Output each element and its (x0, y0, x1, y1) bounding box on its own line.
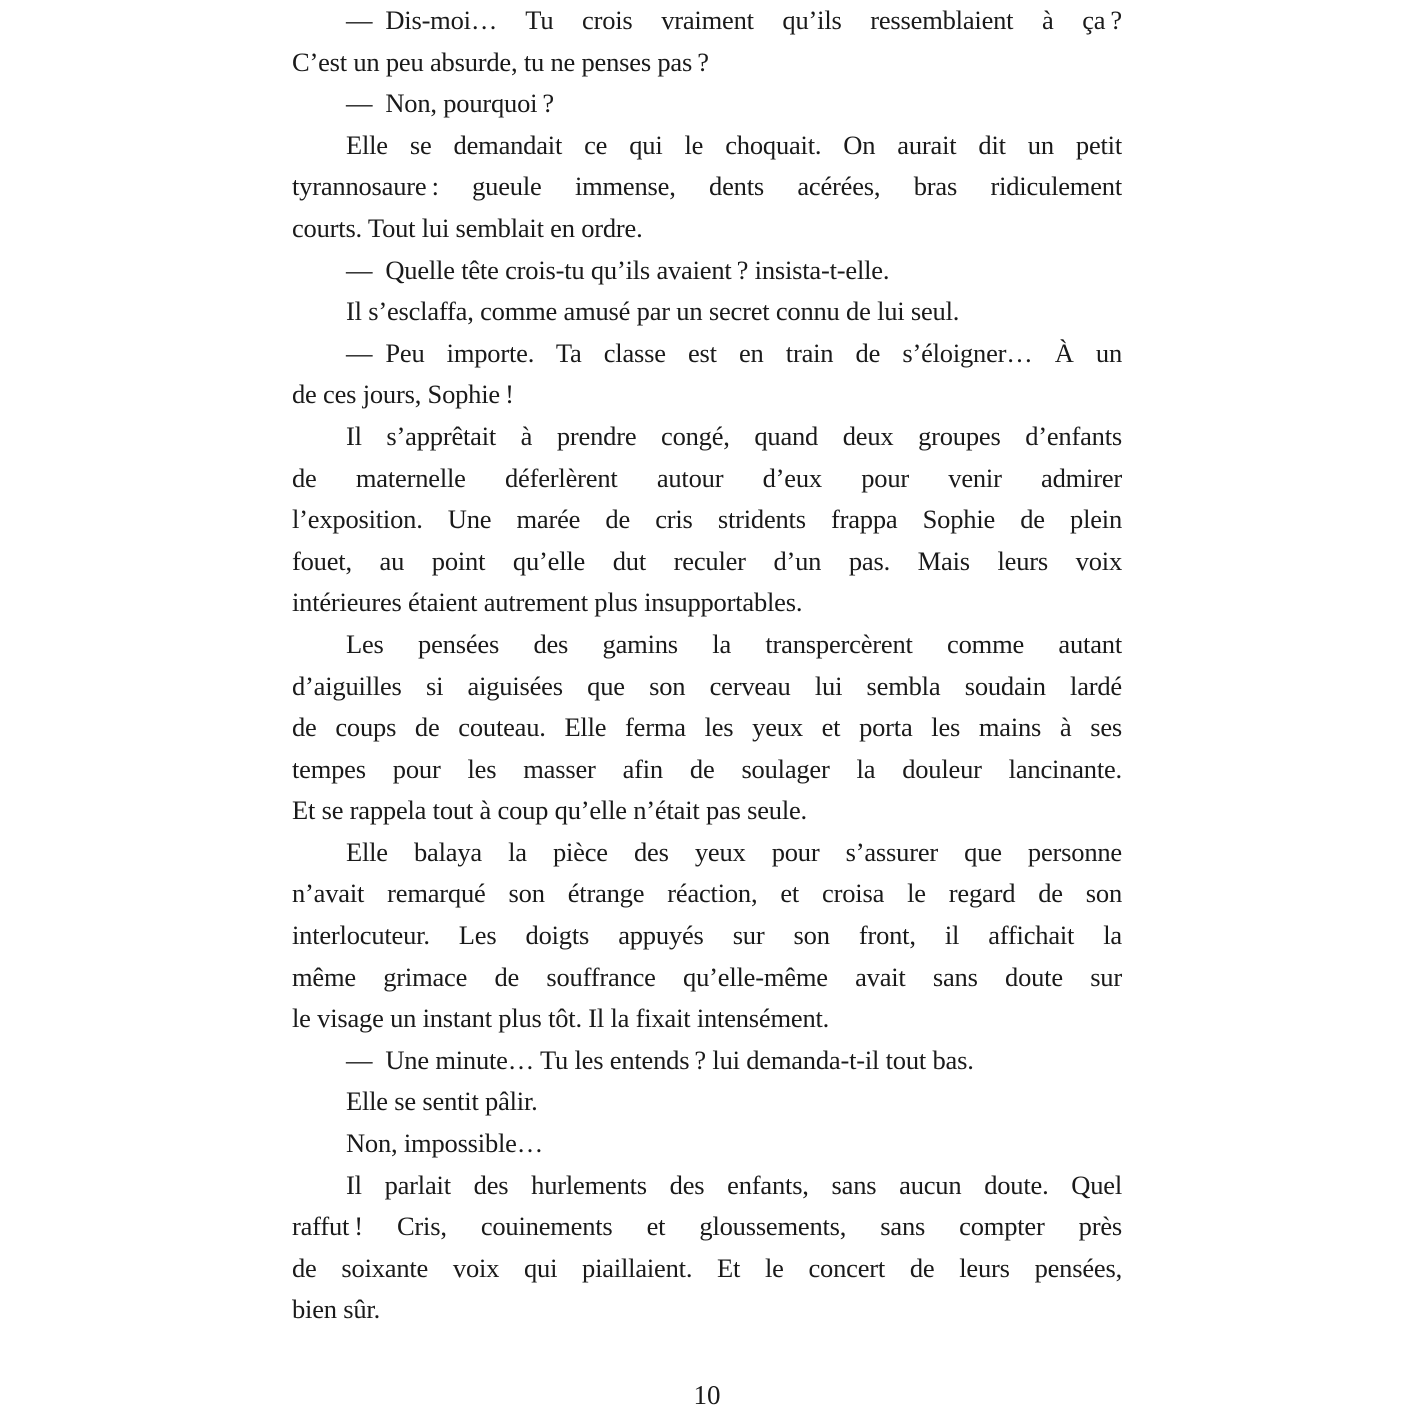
text-line: — Peu importe. Ta classe est en train de s’éloigner… À un (346, 337, 1122, 368)
paragraph (292, 624, 1122, 832)
text-line: Il s’apprêtait à prendre congé, quand deux groupes d’enfants (346, 420, 1122, 451)
text-line: — Quelle tête crois-tu qu’ils avaient ? insista-t-elle. (346, 254, 890, 285)
text-line: de coups de couteau. Elle ferma les yeux et porta les mains à ses (292, 712, 1122, 743)
paragraph (292, 333, 1122, 416)
text-line: C’est un peu absurde, tu ne penses pas ? (292, 46, 709, 77)
text-line: n’avait remarqué son étrange réaction, et croisa le regard de son (292, 878, 1122, 909)
paragraph (292, 1123, 1122, 1165)
text-line: courts. Tout lui semblait en ordre. (292, 212, 643, 243)
text-line: bien sûr. (292, 1294, 380, 1325)
text-line: fouet, au point qu’elle dut reculer d’un pas. Mais leurs voix (292, 545, 1122, 576)
paragraph (292, 250, 1122, 292)
text-line: intérieures étaient autrement plus insupportables. (292, 587, 803, 618)
text-line: d’aiguilles si aiguisées que son cerveau lui sembla soudain lardé (292, 670, 1122, 701)
text-line: Elle se sentit pâlir. (346, 1086, 538, 1117)
text-line: — Non, pourquoi ? (346, 88, 554, 119)
page-number: 10 (693, 1380, 721, 1410)
text-line: Il s’esclaffa, comme amusé par un secret connu de lui seul. (346, 296, 960, 327)
text-line: Elle se demandait ce qui le choquait. On aurait dit un petit (346, 129, 1122, 160)
text-line: de maternelle déferlèrent autour d’eux pour venir admirer (292, 462, 1122, 493)
text-line: de ces jours, Sophie ! (292, 379, 514, 410)
text-line: — Dis-moi… Tu crois vraiment qu’ils ressemblaient à ça ? (346, 5, 1122, 35)
text-line: — Une minute… Tu les entends ? lui demanda-t-il tout bas. (346, 1044, 974, 1075)
text-line: même grimace de souffrance qu’elle-même avait sans doute sur (292, 961, 1122, 992)
paragraph (292, 416, 1122, 624)
text-line: le visage un instant plus tôt. Il la fixait intensément. (292, 1003, 830, 1034)
paragraph (292, 1081, 1122, 1123)
text-line: de soixante voix qui piaillaient. Et le concert de leurs pensées, (292, 1252, 1122, 1283)
paragraph (292, 291, 1122, 333)
text-line: Non, impossible… (346, 1128, 544, 1159)
text-line: tyrannosaure : gueule immense, dents acérées, bras ridiculement (292, 171, 1122, 202)
text-line: Les pensées des gamins la transpercèrent comme autant (346, 628, 1122, 659)
paragraph (292, 83, 1122, 125)
page-text (292, 0, 1122, 1331)
paragraph (292, 0, 1122, 83)
text-line: Il parlait des hurlements des enfants, sans aucun doute. Quel (346, 1169, 1122, 1200)
paragraph (292, 832, 1122, 1040)
paragraph (292, 1165, 1122, 1331)
text-line: raffut ! Cris, couinements et gloussements, sans compter près (292, 1211, 1122, 1242)
text-line: interlocuteur. Les doigts appuyés sur son front, il affichait la (292, 920, 1122, 951)
paragraph (292, 1040, 1122, 1082)
paragraph (292, 125, 1122, 250)
text-line: Elle balaya la pièce des yeux pour s’assurer que personne (346, 836, 1122, 867)
text-line: tempes pour les masser afin de soulager la douleur lancinante. (292, 753, 1122, 784)
text-line: l’exposition. Une marée de cris stridents frappa Sophie de plein (292, 504, 1122, 535)
text-line: Et se rappela tout à coup qu’elle n’était pas seule. (292, 795, 807, 826)
